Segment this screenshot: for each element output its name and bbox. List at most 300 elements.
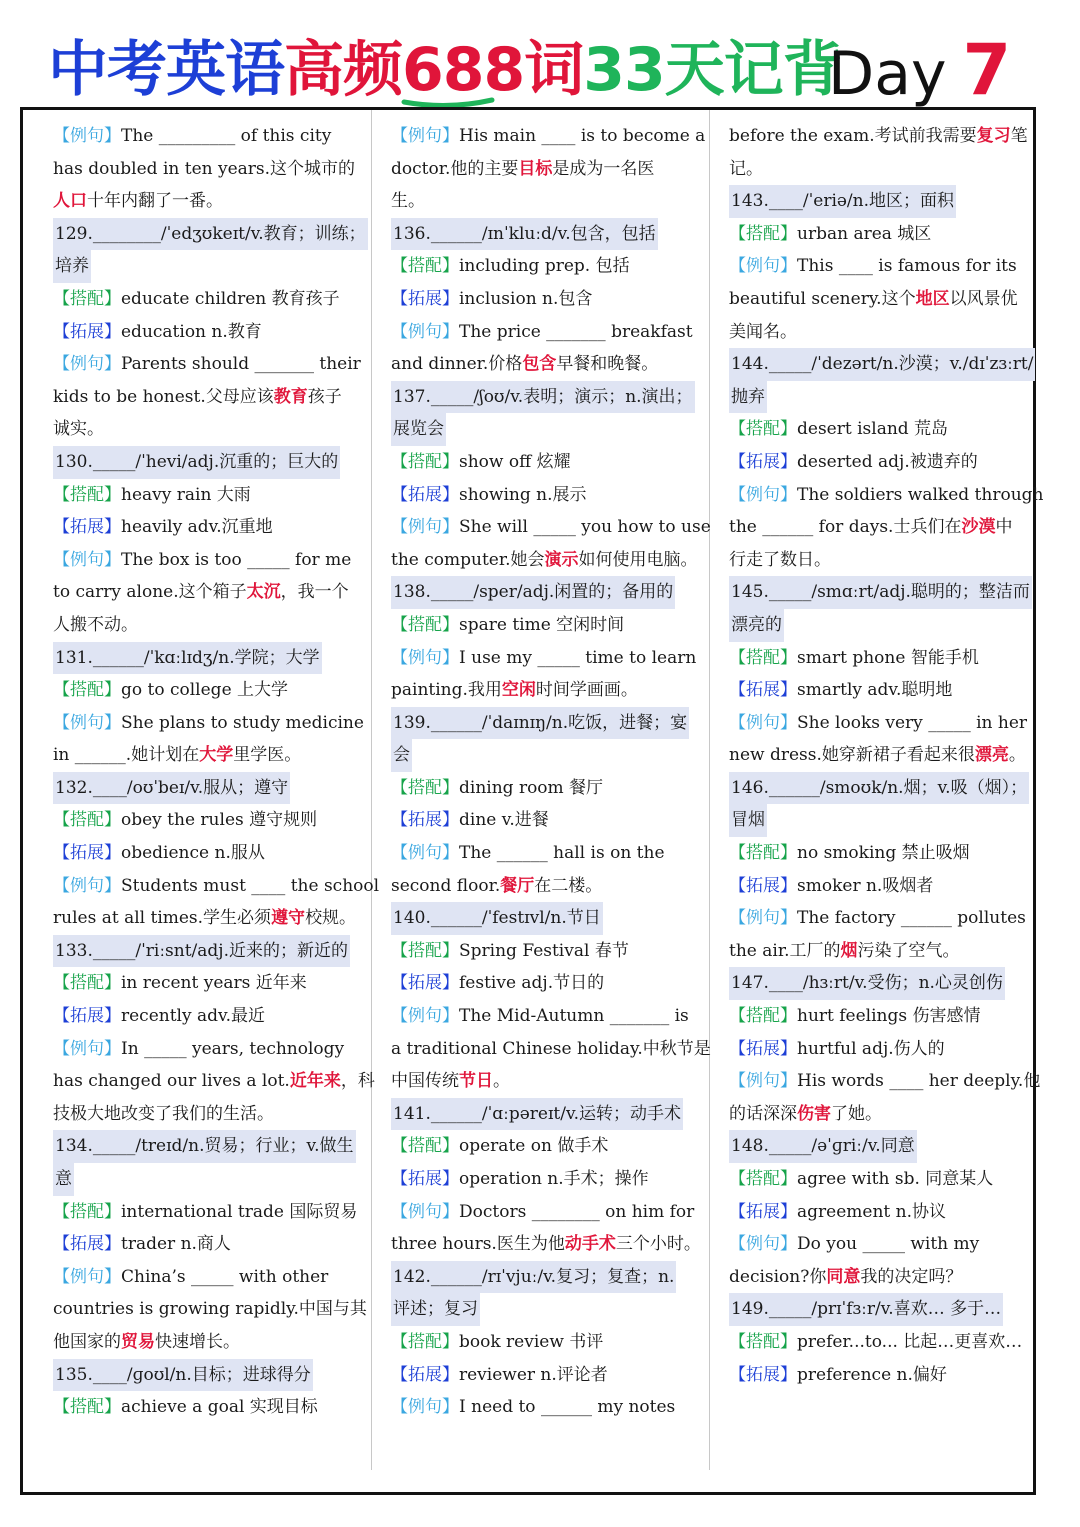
text-line (391, 511, 709, 544)
text-line (729, 1293, 1047, 1326)
text-segment: agree with sb. 同意某人 (797, 1169, 994, 1189)
text-line (53, 218, 371, 251)
text-line (729, 381, 1047, 414)
entry-tag: 【例句】 (53, 354, 121, 375)
entry-tag: 【搭配】 (391, 256, 459, 277)
text-segment: 诚实。 (53, 419, 104, 440)
entry-tag: 【搭配】 (729, 1169, 797, 1189)
text-segment: smoker n.吸烟者 (797, 875, 934, 896)
entry-tag: 【例句】 (729, 712, 797, 733)
text-line (391, 479, 709, 512)
text-segment: reviewer n.评论者 (459, 1364, 608, 1385)
text-line (391, 837, 709, 870)
text-segment: in recent years 近年来 (121, 973, 307, 994)
text-line (53, 120, 371, 153)
entry-heading: 149._____/prɪˈfɜːr/v.喜欢… 多于… (729, 1293, 1003, 1326)
entry-tag: 【搭配】 (391, 1331, 459, 1352)
entry-tag: 【搭配】 (729, 419, 797, 440)
entry-tag: 【例句】 (729, 256, 797, 277)
text-line (391, 1391, 709, 1424)
entry-tag: 【搭配】 (53, 973, 121, 994)
text-segment: Parents should _______ their (121, 354, 361, 375)
text-line (391, 348, 709, 381)
text-line (53, 1163, 371, 1196)
entry-tag: 【例句】 (53, 875, 121, 896)
text-segment: His words ____ her deeply.他 (797, 1071, 1041, 1092)
text-line (729, 1098, 1047, 1131)
text-line (729, 870, 1047, 903)
entry-heading: 145._____/smɑːrt/adj.聪明的；整洁而 (729, 576, 1032, 609)
text-segment: 记。 (729, 158, 763, 179)
text-line (53, 870, 380, 903)
title-part2: 高频688词 (284, 35, 584, 105)
entry-tag: 【搭配】 (391, 451, 459, 472)
text-line (729, 1065, 1047, 1098)
text-segment: preference n.偏好 (797, 1364, 947, 1385)
entry-tag: 【拓展】 (53, 843, 121, 864)
text-segment: 中 (995, 517, 1013, 538)
text-segment: operate on 做手术 (459, 1136, 609, 1157)
entry-heading: 意 (53, 1163, 74, 1196)
text-line (53, 1391, 371, 1424)
text-line (729, 316, 1047, 349)
text-segment: spare time 空闲时间 (459, 614, 625, 635)
text-line (729, 1196, 1047, 1229)
text-segment: heavy rain 大雨 (121, 484, 251, 505)
text-segment: rules at all times.学生必须 (53, 908, 272, 929)
text-line (729, 218, 1047, 251)
text-segment: 的话深深 (729, 1103, 797, 1124)
text-line (391, 1261, 709, 1294)
entry-heading: 评述；复习 (391, 1293, 480, 1326)
entry-tag: 【例句】 (53, 549, 121, 570)
text-segment: international trade 国际贸易 (121, 1201, 358, 1222)
text-segment: deserted adj.被遗弃的 (797, 451, 978, 472)
entry-heading: 136.______/ɪnˈkluːd/v.包含，包括 (391, 218, 658, 251)
text-line (391, 1065, 709, 1098)
content-frame (20, 107, 1044, 1495)
entry-heading: 147.____/hɜːrt/v.受伤；n.心灵创伤 (729, 967, 1005, 1000)
entry-heading: 143.____/ˈeriə/n.地区；面积 (729, 185, 956, 218)
entry-heading: 132.____/oʊˈbeɪ/v.服从；遵守 (53, 772, 290, 805)
highlight-text: 漂亮 (974, 745, 1009, 766)
text-line (53, 967, 371, 1000)
text-line (729, 642, 1047, 675)
text-segment: 。 (1008, 745, 1026, 766)
entry-tag: 【搭配】 (729, 1006, 797, 1027)
highlight-text: 餐厅 (500, 875, 535, 896)
text-segment: The _________ of this city (121, 126, 332, 146)
text-segment: 技极大地改变了我们的生活。 (53, 1103, 274, 1124)
text-line (391, 935, 709, 968)
highlight-text: 贸易 (121, 1331, 155, 1352)
entry-tag: 【拓展】 (729, 1364, 797, 1385)
entry-tag: 【例句】 (391, 126, 459, 146)
entry-heading: 148._____/əˈɡriː/v.同意 (729, 1130, 917, 1163)
entry-tag: 【拓展】 (391, 1169, 459, 1189)
highlight-text: 空闲 (501, 680, 536, 701)
text-line (391, 902, 709, 935)
entry-tag: 【搭配】 (53, 680, 121, 701)
text-segment: 我的决定吗？ (860, 1266, 963, 1287)
text-segment: Do you _____ with my (797, 1234, 980, 1255)
entry-tag: 【例句】 (391, 1201, 459, 1222)
text-segment: The price _______ breakfast (459, 321, 693, 342)
text-line (391, 185, 709, 218)
entry-tag: 【搭配】 (391, 1136, 459, 1157)
entry-tag: 【例句】 (391, 843, 459, 864)
entry-heading: 130._____/ˈhevi/adj.沉重的；巨大的 (53, 446, 340, 479)
text-segment: prefer...to... 比起…更喜欢… (797, 1331, 1023, 1352)
entry-heading: 144._____/ˈdezərt/n.沙漠；v./dɪˈzɜːrt/ (729, 348, 1035, 381)
entry-heading: 漂亮的 (729, 609, 784, 642)
column-divider (371, 110, 372, 1470)
text-segment: 是成为一名医 (552, 158, 655, 179)
text-segment: 如何使用电脑。 (578, 549, 698, 570)
text-line (53, 1000, 371, 1033)
text-line (729, 804, 1047, 837)
text-segment: heavily adv.沉重地 (121, 517, 273, 538)
text-segment: no smoking 禁止吸烟 (797, 843, 970, 864)
text-line (53, 1196, 371, 1229)
text-segment: doctor.他的主要 (391, 158, 519, 179)
text-segment: Doctors ________ on him for (459, 1201, 695, 1222)
text-segment: ，科 (340, 1071, 375, 1092)
entry-tag: 【例句】 (53, 1266, 121, 1287)
text-line (391, 1196, 709, 1229)
text-segment: show off 炫耀 (459, 451, 571, 472)
highlight-text: 地区 (915, 288, 950, 309)
text-segment: in ______.她计划在 (53, 745, 200, 766)
entry-tag: 【搭配】 (53, 484, 121, 505)
entry-heading: 133._____/ˈriːsnt/adj.近来的；新近的 (53, 935, 350, 968)
text-segment: inclusion n.包含 (459, 288, 593, 309)
highlight-text: 遵守 (271, 908, 306, 929)
text-segment: Students must ____ the school (121, 875, 380, 896)
text-line (729, 1359, 1047, 1392)
text-line (391, 674, 709, 707)
text-line (391, 804, 709, 837)
entry-tag: 【搭配】 (391, 940, 459, 961)
text-line (391, 1000, 709, 1033)
highlight-text: 复习 (976, 126, 1011, 146)
text-line (391, 218, 709, 251)
text-line (729, 772, 1047, 805)
entry-heading: 培养 (53, 250, 91, 283)
highlight-text: 同意 (826, 1266, 861, 1287)
text-line (53, 609, 371, 642)
text-line (729, 120, 1047, 153)
text-segment: painting.我用 (391, 680, 502, 701)
text-segment: She looks very _____ in her (797, 712, 1028, 733)
text-line (391, 381, 709, 414)
entry-tag: 【搭配】 (729, 1331, 797, 1352)
text-segment: operation n.手术；操作 (459, 1169, 649, 1189)
text-line (53, 576, 371, 609)
text-segment: obey the rules 遵守规则 (121, 810, 318, 831)
text-line (391, 1098, 709, 1131)
text-line (53, 511, 371, 544)
entry-tag: 【拓展】 (729, 1201, 797, 1222)
text-segment: 校规。 (305, 908, 357, 929)
text-segment: countries is growing rapidly.中国与其 (53, 1299, 367, 1320)
text-line (53, 381, 371, 414)
entry-tag: 【搭配】 (53, 1201, 121, 1222)
text-segment: recently adv.最近 (121, 1006, 266, 1027)
text-line (391, 1359, 709, 1392)
text-segment: Spring Festival 春节 (459, 940, 629, 961)
text-line (391, 1228, 709, 1261)
text-segment: trader n.商人 (121, 1234, 231, 1255)
text-line (53, 772, 371, 805)
entry-tag: 【例句】 (391, 647, 459, 668)
text-segment: 三个小时。 (615, 1234, 701, 1255)
text-line (391, 1033, 709, 1066)
text-segment: 以风景优 (949, 288, 1018, 309)
entry-tag: 【拓展】 (53, 517, 121, 538)
text-line (53, 1065, 375, 1098)
text-segment: before the exam.考试前我需要 (729, 126, 977, 146)
text-line (53, 739, 371, 772)
text-line (53, 153, 371, 186)
text-segment: hurt feelings 伤害感情 (797, 1006, 981, 1027)
text-line (391, 1130, 709, 1163)
text-segment: hurtful adj.伤人的 (797, 1038, 945, 1059)
text-segment: His main ____ is to become a (459, 126, 706, 146)
text-line (729, 511, 1047, 544)
text-segment: 人搬不动。 (53, 614, 138, 635)
text-line (53, 642, 371, 675)
text-segment: She will _____ you how to use (459, 517, 711, 538)
text-line (53, 479, 371, 512)
text-line (53, 1359, 371, 1392)
text-segment: 早餐和晚餐。 (556, 354, 659, 375)
text-line (391, 609, 709, 642)
entry-tag: 【例句】 (53, 712, 121, 733)
text-segment: She plans to study medicine (121, 712, 364, 733)
text-segment: 行走了数日。 (729, 549, 831, 570)
text-line (391, 413, 709, 446)
text-segment: beautiful scenery.这个 (729, 288, 916, 309)
entry-tag: 【拓展】 (53, 321, 121, 342)
text-line (729, 1228, 1047, 1261)
text-segment: 了她。 (831, 1103, 882, 1124)
text-line (391, 316, 709, 349)
highlight-text: 近年来 (289, 1071, 341, 1092)
entry-tag: 【例句】 (391, 321, 459, 342)
text-segment: 生。 (391, 191, 425, 212)
text-segment: book review 书评 (459, 1331, 604, 1352)
text-line (729, 935, 1047, 968)
text-line (53, 348, 371, 381)
text-line (729, 1326, 1047, 1359)
text-segment: has doubled in ten years.这个城市的 (53, 158, 356, 179)
text-line (391, 446, 709, 479)
text-segment: 中国传统 (391, 1071, 459, 1092)
text-segment: education n.教育 (121, 321, 262, 342)
text-line (729, 902, 1047, 935)
text-segment: desert island 荒岛 (797, 419, 949, 440)
day-label (828, 29, 1012, 111)
highlight-text: 演示 (544, 549, 579, 570)
text-line (391, 283, 709, 316)
entry-heading: 140.______/ˈfestɪvl/n.节日 (391, 902, 603, 935)
text-segment: 时间学画画。 (535, 680, 638, 701)
text-line (729, 1163, 1047, 1196)
text-segment: decision?你 (729, 1266, 827, 1287)
text-line (729, 707, 1047, 740)
column-3 (729, 120, 1047, 1391)
text-line (729, 674, 1047, 707)
entry-tag: 【例句】 (53, 1038, 121, 1059)
entry-tag: 【搭配】 (729, 647, 797, 668)
column-1 (53, 120, 380, 1424)
text-line (53, 1261, 371, 1294)
text-segment: I need to ______ my notes (459, 1397, 676, 1418)
text-line (53, 1033, 371, 1066)
text-line (729, 413, 1047, 446)
entry-heading: 冒烟 (729, 804, 767, 837)
text-segment: The box is too _____ for me (121, 549, 352, 570)
text-line (53, 1130, 371, 1163)
entry-tag: 【拓展】 (391, 810, 459, 831)
text-segment: festive adj.节日的 (459, 973, 605, 994)
text-line (53, 283, 371, 316)
text-line (729, 967, 1047, 1000)
text-line (391, 642, 709, 675)
text-line (391, 739, 709, 772)
text-segment: urban area 城区 (797, 223, 932, 244)
text-segment: 他国家的 (53, 1331, 121, 1352)
entry-heading: 139.______/ˈdaɪnɪŋ/n.吃饭，进餐；宴 (391, 707, 689, 740)
text-segment: The ______ hall is on the (459, 843, 665, 864)
text-line (391, 967, 709, 1000)
column-divider (709, 110, 710, 1470)
text-segment: second floor. (391, 875, 501, 896)
text-line (53, 674, 371, 707)
entry-tag: 【例句】 (729, 1234, 797, 1255)
entry-tag: 【拓展】 (729, 451, 797, 472)
text-line (729, 1000, 1047, 1033)
entry-heading: 146.______/smoʊk/n.烟；v.吸（烟）； (729, 772, 1029, 805)
text-line (53, 1293, 371, 1326)
text-line (391, 544, 709, 577)
highlight-text: 沙漠 (961, 517, 996, 538)
text-segment: obedience n.服从 (121, 843, 265, 864)
text-line (391, 707, 709, 740)
highlight-text: 烟 (840, 940, 858, 961)
entry-heading: 134._____/treɪd/n.贸易；行业；v.做生 (53, 1130, 356, 1163)
text-segment: I use my _____ time to learn (459, 647, 697, 668)
text-segment: 里学医。 (233, 745, 302, 766)
entry-heading: 141.______/ˈɑːpəreɪt/v.运转；动手术 (391, 1098, 683, 1131)
text-segment: smartly adv.聪明地 (797, 680, 953, 701)
text-segment: achieve a goal 实现目标 (121, 1397, 318, 1418)
day-text: Day (828, 39, 947, 109)
text-line (391, 772, 709, 805)
entry-heading: 展览会 (391, 413, 446, 446)
entry-tag: 【搭配】 (53, 1397, 121, 1418)
text-line (53, 707, 371, 740)
entry-heading: 142.______/rɪˈvjuː/v.复习；复查；n. (391, 1261, 676, 1294)
text-line (729, 479, 1047, 512)
entry-heading: 137._____/ʃoʊ/v.表明；演示；n.演出； (391, 381, 695, 414)
text-segment: In _____ years, technology (121, 1038, 345, 1059)
page-title (48, 26, 1048, 111)
text-segment: showing n.展示 (459, 484, 587, 505)
text-line (391, 576, 709, 609)
text-segment: 美闻名。 (729, 321, 797, 342)
text-line (729, 576, 1047, 609)
text-line (53, 1326, 371, 1359)
text-segment: 快速增长。 (155, 1331, 240, 1352)
entry-tag: 【搭配】 (729, 843, 797, 864)
text-line (729, 250, 1047, 283)
text-segment: 在二楼。 (534, 875, 603, 896)
highlight-text: 大学 (199, 745, 234, 766)
text-segment: China’s _____ with other (121, 1266, 329, 1287)
entry-heading: 抛弃 (729, 381, 767, 414)
highlight-text: 目标 (518, 158, 553, 179)
entry-tag: 【例句】 (729, 484, 797, 505)
highlight-text: 动手术 (564, 1234, 616, 1255)
text-line (53, 1098, 371, 1131)
entry-tag: 【拓展】 (391, 288, 459, 309)
text-line (391, 120, 709, 153)
entry-tag: 【拓展】 (729, 875, 797, 896)
entry-heading: 131.______/ˈkɑːlɪdʒ/n.学院；大学 (53, 642, 322, 675)
text-line (729, 837, 1047, 870)
entry-tag: 【拓展】 (391, 1364, 459, 1385)
entry-tag: 【例句】 (53, 126, 121, 146)
highlight-text: 包含 (522, 354, 557, 375)
text-line (729, 446, 1047, 479)
text-segment: agreement n.协议 (797, 1201, 946, 1222)
text-segment: 。 (493, 1071, 510, 1092)
text-segment: the computer.她会 (391, 549, 545, 570)
entry-tag: 【搭配】 (53, 810, 121, 831)
text-segment: 笔 (1010, 126, 1028, 146)
text-line (391, 250, 709, 283)
entry-tag: 【例句】 (391, 1397, 459, 1418)
text-segment: smart phone 智能手机 (797, 647, 979, 668)
text-line (391, 1293, 709, 1326)
entry-tag: 【例句】 (729, 908, 797, 929)
entry-tag: 【拓展】 (729, 680, 797, 701)
entry-tag: 【搭配】 (391, 777, 459, 798)
text-segment: kids to be honest.父母应该 (53, 386, 274, 407)
text-segment: 十年内翻了一番。 (87, 191, 223, 212)
highlight-text: 人口 (53, 191, 87, 212)
text-segment: 孩子 (307, 386, 342, 407)
text-segment: new dress.她穿新裙子看起来很 (729, 745, 975, 766)
text-line (391, 870, 709, 903)
text-line (391, 1163, 709, 1196)
highlight-text: 节日 (459, 1071, 493, 1092)
text-line (53, 413, 371, 446)
text-line (53, 837, 371, 870)
column-2 (391, 120, 709, 1424)
entry-tag: 【拓展】 (729, 1038, 797, 1059)
text-segment: three hours.医生为他 (391, 1234, 565, 1255)
text-line (729, 348, 1047, 381)
text-line (53, 316, 371, 349)
text-segment: dine v.进餐 (459, 810, 549, 831)
text-segment: educate children 教育孩子 (121, 288, 340, 309)
text-segment: has changed our lives a lot. (53, 1071, 290, 1092)
entry-tag: 【例句】 (729, 1071, 797, 1092)
entry-tag: 【搭配】 (729, 223, 797, 244)
